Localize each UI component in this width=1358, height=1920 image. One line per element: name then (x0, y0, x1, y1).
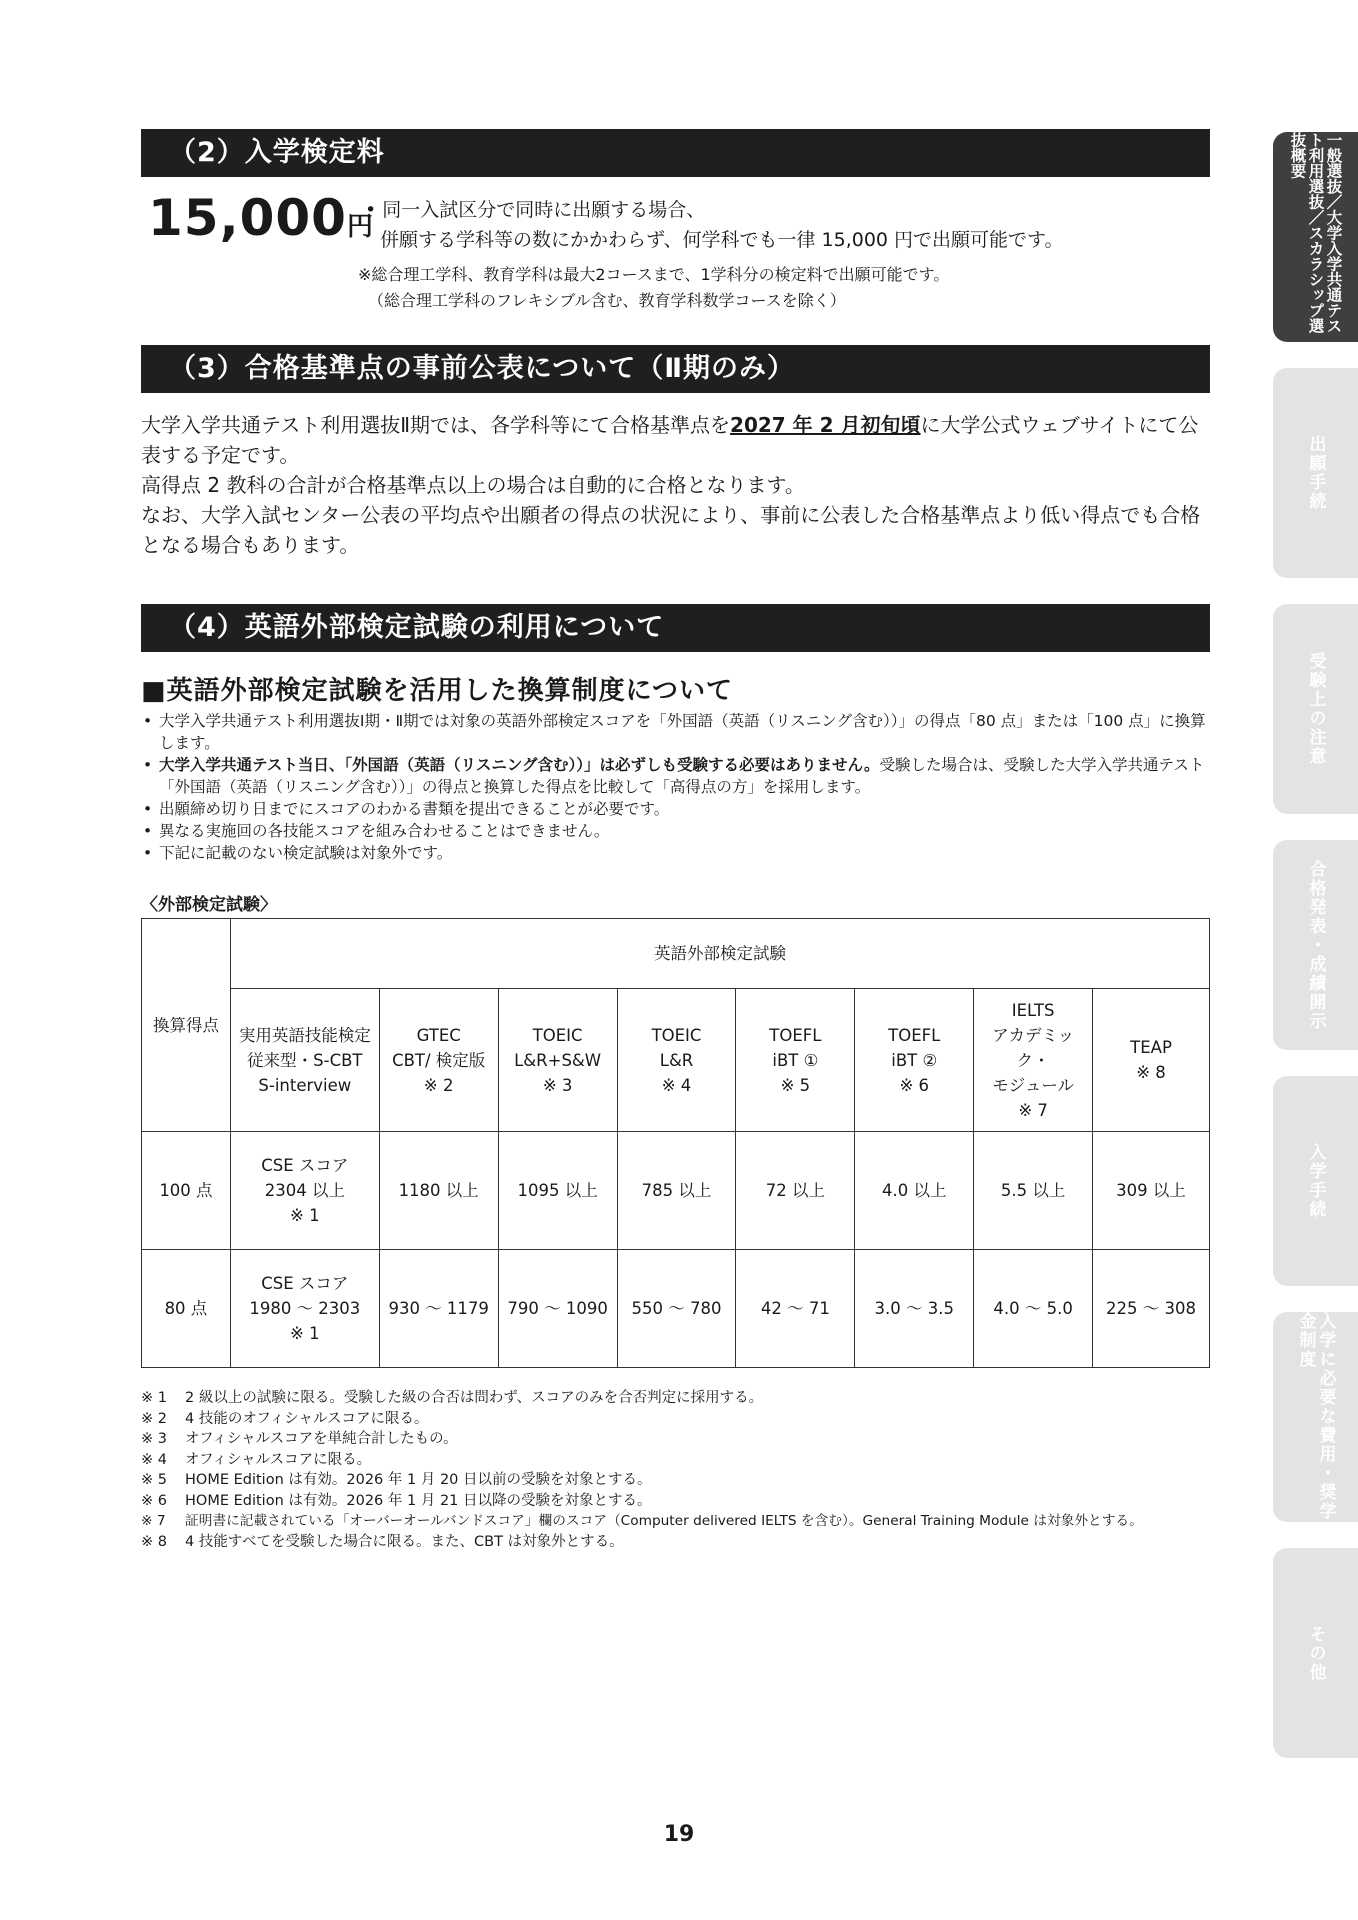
header-line: L&R+S&W (514, 1050, 602, 1070)
footnote-text: オフィシャルスコアに限る。 (185, 1451, 372, 1468)
header-line: TOEFL (888, 1025, 941, 1045)
header-line: 従来型・S-CBT (247, 1050, 363, 1070)
side-tab-results[interactable] (1273, 840, 1358, 1050)
table-cell: 72 以上 (736, 1132, 855, 1250)
fee-line-1: • 同一入試区分で同時に出願する場合、 (365, 199, 706, 221)
side-tab-other[interactable] (1273, 1548, 1358, 1758)
footnote-text: 証明書に記載されている「オーバーオールバンドスコア」欄のスコア（Computer delivered IELTS を含む）。General Training Module は対象外とする。 (185, 1513, 1143, 1529)
column-header (974, 989, 1093, 1132)
table-cell: 42 ～ 71 (736, 1250, 855, 1368)
bullet-item (141, 754, 1216, 798)
column-header (379, 989, 498, 1132)
bullet-strong-text: 大学入学共通テスト当日、「外国語（英語（リスニング含む））」は必ずしも受験する必要はありません。 (159, 756, 880, 774)
bullet-item: • 異なる実施回の各技能スコアを組み合わせることはできません。 (141, 820, 1216, 842)
corner-header: 換算得点 (142, 919, 231, 1132)
column-header (855, 989, 974, 1132)
bullet-item: • 出願締め切り日までにスコアのわかる書類を提出できることが必要です。 (141, 798, 1216, 820)
header-line: ※ 2 (423, 1075, 454, 1095)
header-line: モジュール (992, 1075, 1075, 1095)
side-tab-label: 合格発表・成績開示 (1305, 859, 1326, 1031)
side-tab-enrollment[interactable] (1273, 1076, 1358, 1286)
side-tab-label: 一般選抜／大学入学共通テスト利用選抜／スカラシップ選抜概要 (1288, 132, 1343, 334)
fee-amount-value: 15,000 (148, 189, 347, 247)
section-header-fee: （2）入学検定料 (141, 129, 1210, 177)
footnote-key: ※ 7 (141, 1513, 166, 1529)
bullet-text: 受験した場合は、受験した大学入学共通テスト「外国語（英語（リスニング含む））」の得点と換算した得点を比較して「高得点の方」を採用します。 (159, 756, 1205, 796)
score-cell: 100 点 (142, 1132, 231, 1250)
fee-note-2: （総合理工学科のフレキシブル含む、教育学科数学コースを除く） (368, 291, 846, 310)
footnote-key: ※ 3 (141, 1431, 167, 1447)
cell-line: ※ 1 (290, 1206, 320, 1225)
table-group-row (142, 919, 1210, 989)
header-line: IELTS (1011, 1000, 1055, 1020)
announcement-date: 2027 年 2 月初旬頃 (730, 413, 921, 437)
header-line: L&R (659, 1050, 694, 1070)
page-number: 19 (663, 1822, 695, 1847)
column-header (736, 989, 855, 1132)
footnotes (141, 1388, 1226, 1552)
side-tab-label: 入学手続 (1305, 1143, 1326, 1219)
table-row (142, 1132, 1210, 1250)
side-tab-label: その他 (1305, 1624, 1326, 1682)
footnote-key: ※ 8 (141, 1533, 167, 1550)
side-tab-general-selection[interactable] (1273, 132, 1358, 342)
side-tab-label: 出願手続 (1305, 435, 1326, 511)
header-line: 実用英語技能検定 (238, 1025, 371, 1045)
footnote-key: ※ 5 (141, 1472, 167, 1488)
table-caption: 〈外部検定試験〉 (141, 895, 277, 915)
footnote-key: ※ 1 (141, 1390, 167, 1406)
table-cell: 5.5 以上 (974, 1132, 1093, 1250)
header-line: S-interview (258, 1075, 352, 1095)
fee-description (365, 195, 1064, 255)
pass-score-body (141, 410, 1216, 560)
footnote (141, 1511, 1226, 1532)
footnote (141, 1532, 1226, 1553)
header-line: ※ 3 (542, 1075, 573, 1095)
table-cell: 309 以上 (1093, 1132, 1210, 1250)
header-line: TEAP (1130, 1038, 1172, 1057)
header-line: GTEC (416, 1025, 461, 1045)
section-header-pass-score: （3）合格基準点の事前公表について（Ⅱ期のみ） (141, 345, 1210, 393)
header-line: TOEFL (769, 1025, 822, 1045)
pass-score-p1-b: に大学公式ウェブサイトにて公表する予定です。 (141, 413, 1199, 467)
column-header (617, 989, 736, 1132)
cell-line: 1980 ～ 2303 (249, 1299, 361, 1318)
pass-score-paragraph-3: なお、大学入試センター公表の平均点や出願者の得点の状況により、事前に公表した合格基準点より低い得点でも合格となる場合もあります。 (141, 503, 1201, 557)
table-cell: 790 ～ 1090 (498, 1250, 617, 1368)
table-cell: 785 以上 (617, 1132, 736, 1250)
side-tab-costs-scholarships[interactable] (1273, 1312, 1358, 1522)
header-line: TOEIC (651, 1025, 702, 1045)
footnote-text: HOME Edition は有効。2026 年 1 月 21 日以降の受験を対象とする。 (185, 1492, 652, 1509)
footnote-text: 4 技能すべてを受験した場合に限る。また、CBT は対象外とする。 (185, 1533, 624, 1550)
fee-unit: 円 (346, 212, 374, 242)
table-column-header-row (142, 989, 1210, 1132)
side-tab-label: 入学に必要な費用・奨学金制度 (1295, 1312, 1336, 1521)
footnote (141, 1491, 1226, 1512)
footnote-text: 4 技能のオフィシャルスコアに限る。 (185, 1410, 429, 1427)
footnote-text: HOME Edition は有効。2026 年 1 月 20 日以前の受験を対象とする。 (185, 1472, 652, 1488)
header-line: TOEIC (532, 1025, 583, 1045)
cell-line: 2304 以上 (264, 1181, 345, 1200)
table-row (142, 1250, 1210, 1368)
column-header (230, 989, 379, 1132)
bullet-item: • 大学入学共通テスト利用選抜Ⅰ期・Ⅱ期では対象の英語外部検定スコアを「外国語（英語（リスニング含む））」の得点「80 点」または「100 点」に換算します。 (141, 710, 1216, 754)
footnote-text: オフィシャルスコアを単純合計したもの。 (185, 1431, 458, 1447)
pass-score-paragraph-1 (141, 410, 1216, 470)
table-cell: 4.0 ～ 5.0 (974, 1250, 1093, 1368)
table-cell: 4.0 以上 (855, 1132, 974, 1250)
table-cell: 550 ～ 780 (617, 1250, 736, 1368)
fee-note-1: ※総合理工学科、教育学科は最大2コースまで、1学科分の検定料で出願可能です。 (358, 265, 950, 284)
english-subtitle: ■英語外部検定試験を活用した換算制度について (141, 676, 734, 706)
pass-score-p1-a: 大学入学共通テスト利用選抜Ⅱ期では、各学科等にて合格基準点を (141, 413, 731, 437)
pass-score-paragraph-2: 高得点 2 教科の合計が合格基準点以上の場合は自動的に合格となります。 (141, 473, 805, 497)
footnote (141, 1388, 1226, 1409)
footnote-key: ※ 2 (141, 1410, 167, 1427)
table-cell: 3.0 ～ 3.5 (855, 1250, 974, 1368)
header-line: iBT ① (772, 1050, 819, 1070)
header-line: ※ 5 (780, 1075, 811, 1095)
score-cell: 80 点 (142, 1250, 231, 1368)
footnote-key: ※ 4 (141, 1451, 167, 1468)
side-tab-label: 受験上の注意 (1305, 652, 1326, 766)
side-tab-application[interactable] (1273, 368, 1358, 578)
cell-line: CSE スコア (261, 1274, 349, 1293)
footnote-key: ※ 6 (141, 1492, 167, 1509)
table-cell (230, 1250, 379, 1368)
fee-note (358, 262, 949, 314)
table-cell: 1180 以上 (379, 1132, 498, 1250)
cell-line: ※ 1 (290, 1324, 320, 1343)
table-cell: 930 ～ 1179 (379, 1250, 498, 1368)
header-line: iBT ② (891, 1050, 938, 1070)
header-line: ※ 6 (899, 1075, 930, 1095)
footnote (141, 1429, 1226, 1450)
header-line: CBT/ 検定版 (392, 1050, 486, 1070)
column-header (498, 989, 617, 1132)
column-header (1093, 989, 1210, 1132)
english-bullet-list (141, 710, 1216, 864)
footnote (141, 1409, 1226, 1430)
side-tab-exam-notes[interactable] (1273, 604, 1358, 814)
header-line: ※ 7 (1018, 1100, 1048, 1120)
table-cell: 1095 以上 (498, 1132, 617, 1250)
table-cell (230, 1132, 379, 1250)
footnote (141, 1450, 1226, 1471)
score-conversion-table (141, 918, 1210, 1368)
table-cell: 225 ～ 308 (1093, 1250, 1210, 1368)
footnote (141, 1470, 1226, 1491)
fee-line-2: 併願する学科等の数にかかわらず、何学科でも一律 15,000 円で出願可能です。 (380, 229, 1064, 251)
fee-amount (148, 190, 374, 255)
group-header: 英語外部検定試験 (230, 919, 1209, 989)
footnote-text: 2 級以上の試験に限る。受験した級の合否は問わず、スコアのみを合否判定に採用する。 (185, 1390, 764, 1406)
section-header-english: （4）英語外部検定試験の利用について (141, 604, 1210, 652)
header-line: アカデミック・ (992, 1025, 1075, 1070)
header-line: ※ 8 (1136, 1063, 1166, 1082)
cell-line: CSE スコア (261, 1156, 349, 1175)
header-line: ※ 4 (661, 1075, 692, 1095)
bullet-item: • 下記に記載のない検定試験は対象外です。 (141, 842, 1216, 864)
